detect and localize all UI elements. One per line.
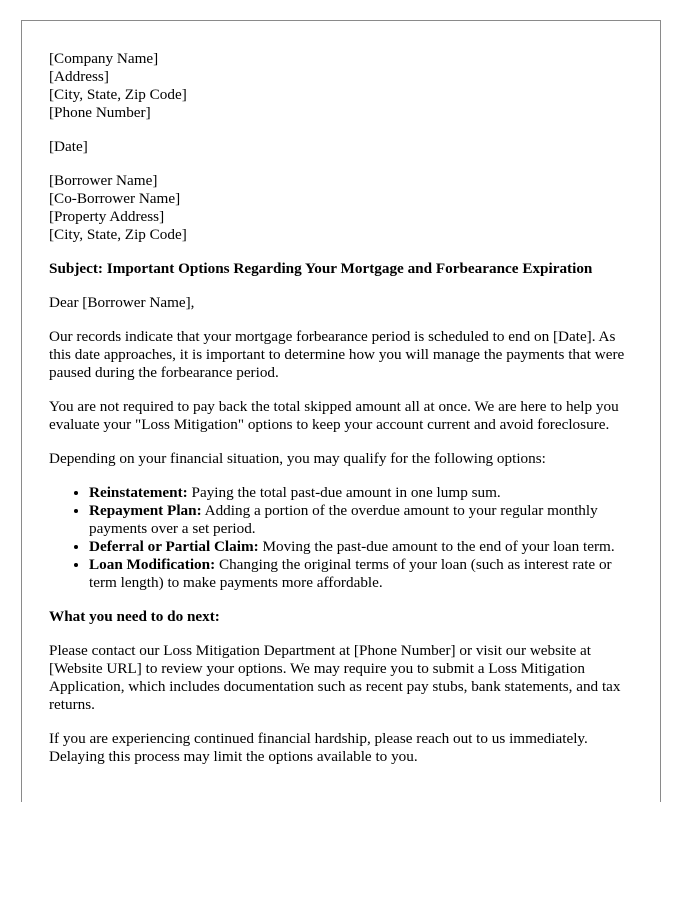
option-description: Paying the total past-due amount in one lump sum. bbox=[187, 484, 501, 501]
paragraph-options-intro: Depending on your financial situation, you may qualify for the following options: bbox=[49, 450, 546, 467]
paragraph-hardship: If you are experiencing continued financial hardship, please reach out to us immediately. Delaying this process may limit the options available to you. bbox=[49, 730, 588, 765]
sender-block bbox=[49, 50, 639, 122]
letter-page bbox=[21, 20, 661, 802]
options-list bbox=[49, 484, 639, 592]
sender-company: [Company Name] bbox=[49, 50, 159, 67]
recipient-block bbox=[49, 172, 639, 244]
paragraph-contact: Please contact our Loss Mitigation Department at [Phone Number] or visit our website at [Website URL] to review your options. We may require you to submit a Loss Mitigation Application, which includes documentation such as recent pay stubs, bank statements, and tax returns. bbox=[49, 642, 621, 713]
option-item-loan-modification bbox=[89, 556, 639, 592]
sender-city-state-zip: [City, State, Zip Code] bbox=[49, 86, 187, 103]
recipient-borrower: [Borrower Name] bbox=[49, 172, 158, 189]
letter-subject: Subject: Important Options Regarding Your Mortgage and Forbearance Expiration bbox=[49, 260, 593, 277]
recipient-co-borrower: [Co-Borrower Name] bbox=[49, 190, 181, 207]
next-steps-heading: What you need to do next: bbox=[49, 608, 220, 625]
option-term: Reinstatement: bbox=[89, 484, 188, 501]
option-term: Loan Modification: bbox=[89, 556, 216, 573]
option-description: Moving the past-due amount to the end of your loan term. bbox=[258, 538, 615, 555]
option-item-deferral bbox=[89, 538, 639, 556]
option-item-repayment-plan bbox=[89, 502, 639, 538]
paragraph-forbearance-end: Our records indicate that your mortgage forbearance period is scheduled to end on [Date]. As this date approaches, it is important to determine how you will manage the payments that were paused during the forbearance period. bbox=[49, 328, 625, 381]
date-block bbox=[49, 138, 639, 156]
letter-content bbox=[49, 50, 639, 782]
sender-phone: [Phone Number] bbox=[49, 104, 151, 121]
sender-address: [Address] bbox=[49, 68, 109, 85]
option-item-reinstatement bbox=[89, 484, 639, 502]
option-term: Deferral or Partial Claim: bbox=[89, 538, 259, 555]
paragraph-loss-mitigation: You are not required to pay back the total skipped amount all at once. We are here to help you evaluate your "Loss Mitigation" options to keep your account current and avoid foreclosure. bbox=[49, 398, 619, 433]
letter-date: [Date] bbox=[49, 138, 88, 155]
option-term: Repayment Plan: bbox=[89, 502, 202, 519]
option-description: Adding a portion of the overdue amount to your regular monthly payments over a set period. bbox=[89, 502, 598, 537]
salutation: Dear [Borrower Name], bbox=[49, 294, 195, 311]
recipient-city-state-zip: [City, State, Zip Code] bbox=[49, 226, 187, 243]
recipient-property-address: [Property Address] bbox=[49, 208, 165, 225]
option-description: Changing the original terms of your loan (such as interest rate or term length) to make payments more affordable. bbox=[89, 556, 612, 591]
